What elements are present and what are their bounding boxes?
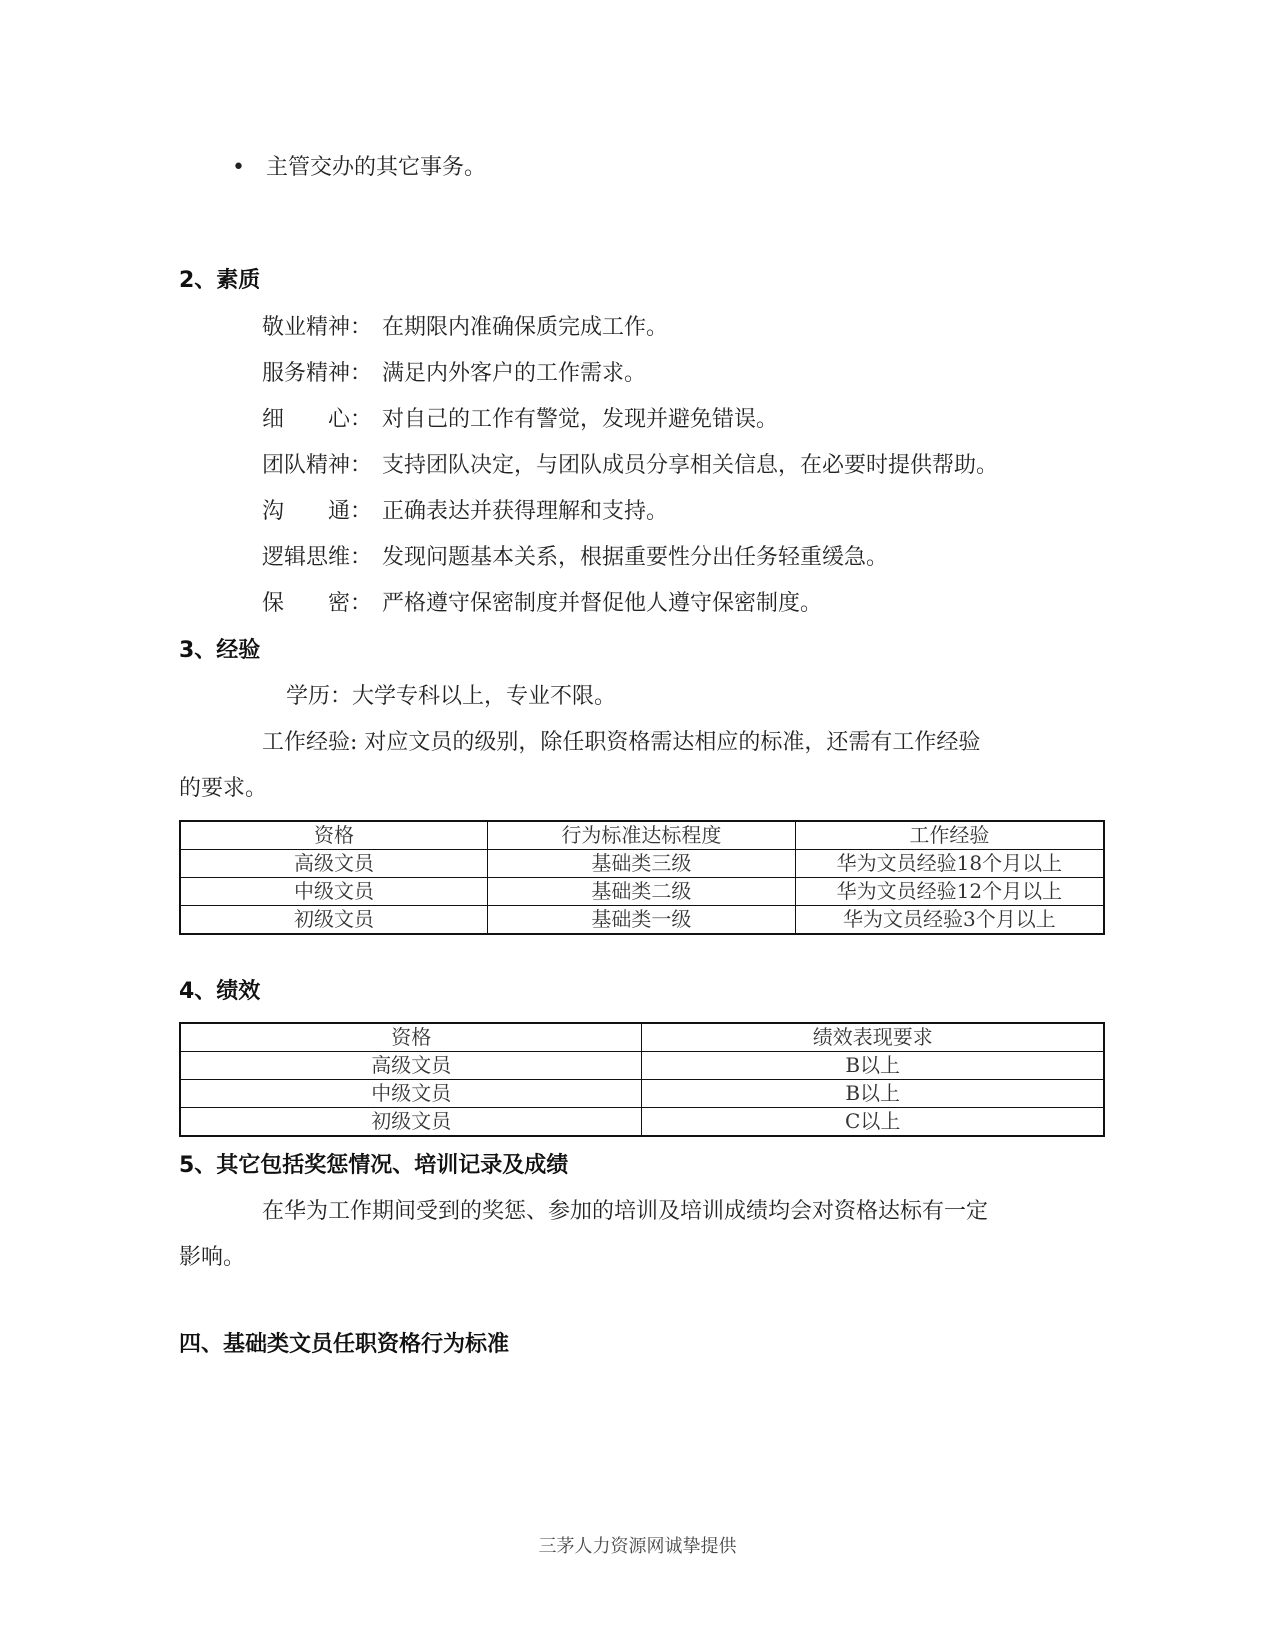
table-cell: 基础类一级 [488,906,796,935]
work-experience-line-2: 的要求。 [179,776,268,801]
quality-item [262,313,668,343]
table-cell: 华为文员经验18个月以上 [795,850,1104,878]
table-cell: 高级文员 [180,1052,642,1080]
table-row [180,906,1104,935]
table-cell: C以上 [642,1108,1104,1137]
quality-item [262,359,646,389]
section-3-heading: 3、经验 [179,638,261,663]
quality-text: 严格遵守保密制度并督促他人遵守保密制度。 [382,591,823,616]
section-5-heading: 5、其它包括奖惩情况、培训记录及成绩 [179,1153,569,1178]
quality-text: 在期限内准确保质完成工作。 [382,315,669,340]
quality-item [262,451,998,481]
quality-text: 发现问题基本关系，根据重要性分出任务轻重缓急。 [382,545,889,570]
table-header-cell: 资格 [180,821,488,850]
experience-table [179,820,1105,935]
table-header-cell: 工作经验 [795,821,1104,850]
table-cell: B以上 [642,1052,1104,1080]
table-cell: 中级文员 [180,1080,642,1108]
quality-term: 逻辑思维： [262,545,373,570]
bullet-item [232,153,486,183]
table-cell: 初级文员 [180,1108,642,1137]
bullet-text: 主管交办的其它事务。 [266,155,487,180]
table-cell: 中级文员 [180,878,488,906]
table-row [180,1108,1104,1137]
quality-item [262,543,888,573]
quality-term: 沟 通： [262,499,373,524]
quality-item [262,405,778,435]
table-cell: 基础类三级 [488,850,796,878]
table-header-cell: 绩效表现要求 [642,1023,1104,1052]
table-header-cell: 资格 [180,1023,642,1052]
quality-term: 细 心： [262,407,373,432]
table-cell: 高级文员 [180,850,488,878]
quality-text: 满足内外客户的工作需求。 [382,361,647,386]
table-header-row [180,821,1104,850]
quality-term: 敬业精神： [262,315,373,340]
page-footer: 三茅人力资源网诚挚提供 [538,1536,737,1557]
quality-text: 对自己的工作有警觉，发现并避免错误。 [382,407,779,432]
section-iv-heading: 四、基础类文员任职资格行为标准 [179,1332,510,1357]
quality-term: 团队精神： [262,453,373,478]
table-row [180,1080,1104,1108]
section-5-paragraph-line-2: 影响。 [179,1245,246,1270]
quality-term: 保 密： [262,591,373,616]
quality-text: 支持团队决定，与团队成员分享相关信息，在必要时提供帮助。 [382,453,999,478]
quality-term: 服务精神： [262,361,373,386]
performance-table [179,1022,1105,1137]
table-row [180,850,1104,878]
table-cell: 华为文员经验12个月以上 [795,878,1104,906]
table-row [180,1052,1104,1080]
table-cell: B以上 [642,1080,1104,1108]
section-4-heading: 4、绩效 [179,979,261,1004]
education-requirement: 学历：大学专科以上，专业不限。 [286,684,617,709]
section-5-paragraph-line-1: 在华为工作期间受到的奖惩、参加的培训及培训成绩均会对资格达标有一定 [262,1199,989,1224]
table-cell: 华为文员经验3个月以上 [795,906,1104,935]
table-row [180,878,1104,906]
bullet-dot-icon: • [232,155,245,180]
quality-item [262,497,668,527]
table-cell: 基础类二级 [488,878,796,906]
quality-item [262,589,822,619]
table-header-row [180,1023,1104,1052]
section-2-heading: 2、素质 [179,268,261,293]
work-experience-line-1: 工作经验: 对应文员的级别，除任职资格需达相应的标准，还需有工作经验 [262,730,981,755]
table-cell: 初级文员 [180,906,488,935]
table-header-cell: 行为标准达标程度 [488,821,796,850]
quality-text: 正确表达并获得理解和支持。 [382,499,669,524]
